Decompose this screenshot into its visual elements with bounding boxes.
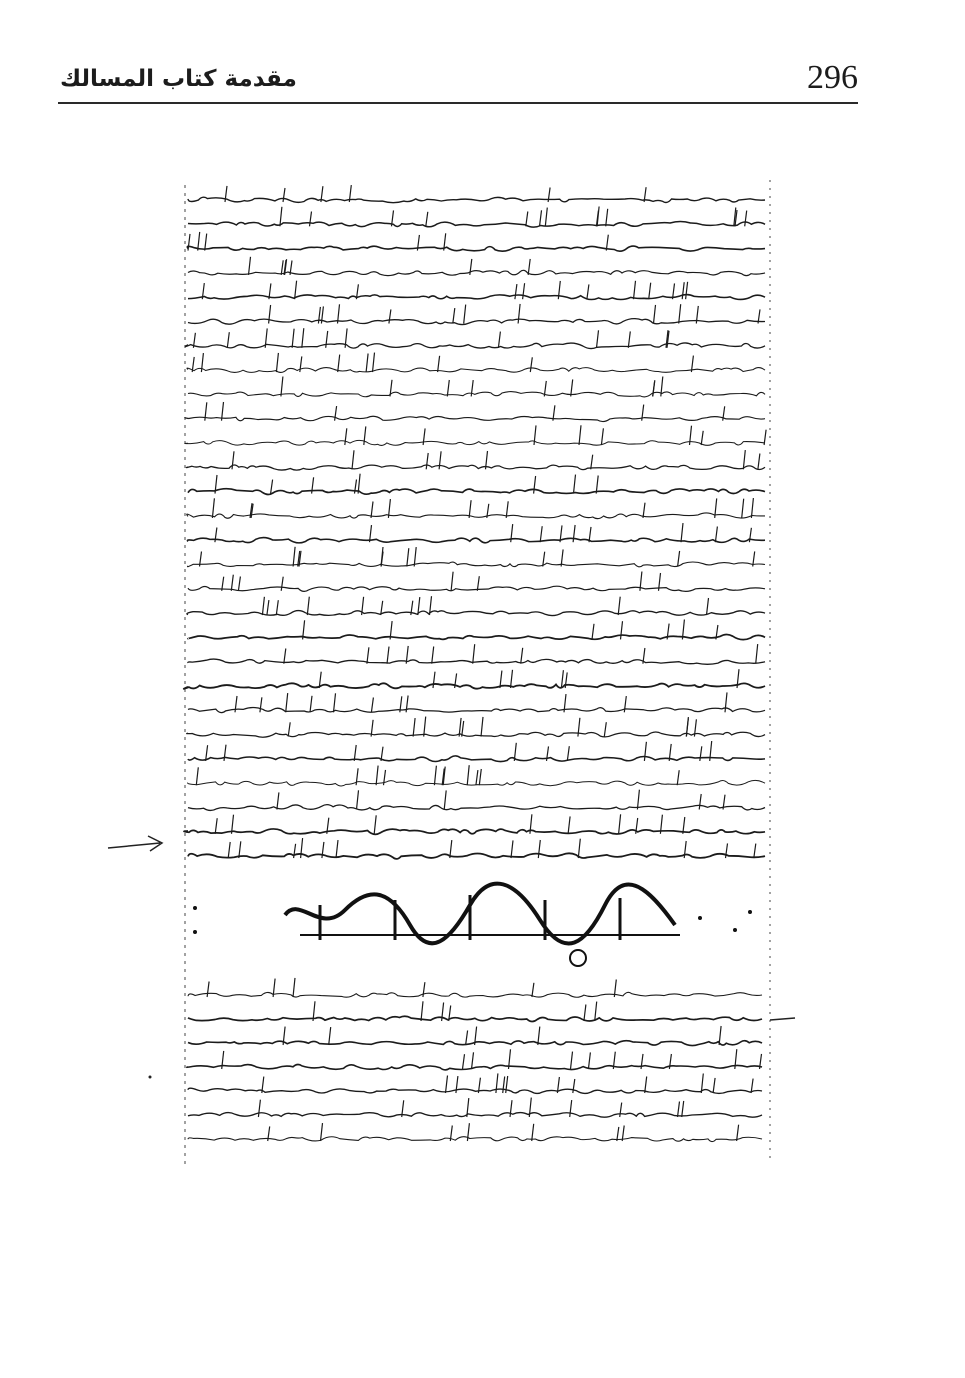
manuscript-stroke	[466, 1031, 468, 1046]
manuscript-stroke	[294, 844, 296, 858]
manuscript-stroke	[742, 499, 744, 518]
manuscript-stroke	[682, 1101, 684, 1117]
manuscript-stroke	[467, 765, 469, 785]
manuscript-stroke	[597, 330, 599, 348]
manuscript-stroke	[591, 455, 593, 470]
manuscript-stroke	[532, 983, 534, 997]
manuscript-stroke	[276, 353, 278, 372]
manuscript-stroke	[573, 1079, 575, 1093]
manuscript-heading-calligraphy	[193, 884, 752, 966]
manuscript-stroke	[574, 475, 576, 494]
manuscript-stroke	[649, 283, 651, 300]
manuscript-stroke	[352, 450, 354, 469]
manuscript-line	[185, 416, 765, 421]
manuscript-stroke	[371, 502, 373, 518]
manuscript-stroke	[584, 1005, 586, 1022]
manuscript-stroke	[373, 353, 375, 373]
manuscript-stroke	[456, 1076, 458, 1093]
manuscript-line	[188, 197, 765, 202]
manuscript-stroke	[276, 600, 278, 615]
manuscript-stroke	[764, 430, 766, 445]
manuscript-line	[187, 368, 765, 373]
manuscript-stroke	[540, 210, 542, 226]
manuscript-stroke	[188, 234, 190, 251]
manuscript-stroke	[207, 982, 209, 998]
manuscript-stroke	[561, 670, 563, 688]
manuscript-stroke	[677, 770, 679, 785]
manuscript-stroke	[267, 600, 269, 615]
manuscript-stroke	[481, 717, 483, 737]
manuscript-stroke	[587, 284, 589, 299]
manuscript-stroke	[469, 500, 471, 518]
manuscript-stroke	[713, 1078, 715, 1093]
manuscript-stroke	[463, 1054, 465, 1069]
manuscript-stroke	[679, 304, 681, 323]
manuscript-stroke	[356, 768, 358, 785]
manuscript-stroke	[528, 259, 530, 275]
manuscript-stroke	[682, 282, 684, 299]
manuscript-stroke	[318, 307, 320, 324]
manuscript-line	[187, 732, 765, 737]
manuscript-stroke	[567, 746, 569, 761]
manuscript-stroke	[756, 644, 758, 664]
manuscript-stroke	[619, 814, 621, 834]
manuscript-stroke	[438, 356, 440, 372]
manuscript-stroke	[511, 670, 513, 688]
manuscript-stroke	[235, 696, 237, 712]
manuscript-stroke	[521, 648, 523, 664]
margin-dot	[149, 1076, 152, 1079]
manuscript-line	[188, 756, 765, 762]
manuscript-stroke	[271, 480, 273, 494]
manuscript-stroke	[511, 840, 513, 858]
manuscript-stroke	[701, 431, 703, 445]
manuscript-stroke	[570, 1100, 572, 1117]
manuscript-stroke	[281, 377, 283, 397]
manuscript-stroke	[413, 718, 415, 737]
manuscript-stroke	[283, 188, 285, 202]
manuscript-line	[187, 246, 765, 251]
manuscript-stroke	[624, 696, 626, 712]
manuscript-stroke	[684, 841, 686, 858]
manuscript-stroke	[376, 766, 378, 786]
manuscript-stroke	[198, 232, 200, 251]
manuscript-stroke	[530, 357, 532, 372]
manuscript-stroke	[423, 982, 425, 997]
manuscript-stroke	[479, 769, 481, 785]
manuscript-stroke	[260, 697, 262, 712]
manuscript-stroke	[523, 283, 525, 299]
manuscript-stroke	[604, 722, 606, 736]
manuscript-stroke	[515, 284, 517, 299]
manuscript-stroke	[238, 577, 240, 591]
manuscript-stroke	[231, 575, 233, 591]
manuscript-stroke	[292, 329, 294, 348]
manuscript-stroke	[367, 647, 369, 663]
manuscript-stroke	[329, 1027, 331, 1045]
manuscript-stroke	[227, 332, 229, 348]
manuscript-stroke	[345, 428, 347, 445]
manuscript-line	[187, 513, 765, 519]
manuscript-lower-block	[187, 978, 762, 1142]
manuscript-stroke	[617, 1127, 619, 1141]
manuscript-stroke	[433, 672, 435, 688]
manuscript-stroke	[473, 644, 475, 664]
manuscript-stroke	[751, 498, 753, 518]
manuscript-stroke	[606, 209, 608, 227]
manuscript-stroke	[424, 717, 426, 737]
manuscript-line	[188, 853, 765, 859]
manuscript-stroke	[719, 1026, 721, 1045]
manuscript-line	[188, 1113, 762, 1118]
manuscript-stroke	[387, 647, 389, 664]
manuscript-stroke	[215, 818, 217, 834]
manuscript-line	[188, 635, 765, 640]
manuscript-stroke	[745, 211, 747, 227]
manuscript-line	[188, 392, 765, 397]
manuscript-stroke	[326, 331, 328, 348]
manuscript-line	[184, 829, 765, 834]
manuscript-stroke	[595, 1002, 597, 1021]
manuscript-stroke	[700, 746, 702, 761]
manuscript-stroke	[444, 790, 446, 809]
manuscript-stroke	[470, 259, 472, 275]
manuscript-line	[188, 1088, 762, 1093]
manuscript-stroke	[758, 454, 760, 470]
manuscript-line	[188, 270, 765, 275]
manuscript-stroke	[439, 451, 441, 469]
manuscript-stroke	[678, 551, 680, 567]
manuscript-stroke	[620, 1103, 622, 1117]
manuscript-stroke	[644, 742, 646, 761]
manuscript-stroke	[224, 745, 226, 761]
manuscript-line	[187, 538, 765, 543]
manuscript-stroke	[336, 840, 338, 858]
page-number: 296	[807, 59, 858, 96]
manuscript-stroke	[715, 527, 717, 543]
manuscript-stroke	[432, 647, 434, 664]
manuscript-stroke	[643, 503, 645, 518]
manuscript-stroke	[364, 426, 366, 445]
manuscript-stroke	[634, 281, 636, 299]
manuscript-stroke	[477, 576, 479, 591]
manuscript-stroke	[288, 722, 290, 736]
manuscript-line	[188, 659, 765, 664]
manuscript-stroke	[196, 767, 198, 785]
manuscript-stroke	[281, 577, 283, 591]
manuscript-stroke	[754, 844, 756, 859]
manuscript-stroke	[310, 696, 312, 713]
manuscript-stroke	[284, 649, 286, 664]
manuscript-stroke	[286, 693, 288, 712]
manuscript-stroke	[426, 453, 428, 469]
manuscript-stroke	[277, 792, 279, 809]
manuscript-stroke	[269, 305, 271, 324]
manuscript-stroke	[300, 356, 302, 372]
manuscript-stroke	[371, 698, 373, 713]
manuscript-line	[184, 683, 765, 689]
manuscript-stroke	[476, 770, 478, 785]
manuscript-stroke	[293, 547, 295, 567]
manuscript-stroke	[628, 331, 630, 347]
manuscript-line	[188, 1016, 762, 1021]
arrow-left-margin	[108, 836, 162, 851]
manuscript-stroke	[654, 305, 656, 324]
manuscript-stroke	[699, 794, 701, 810]
manuscript-stroke	[538, 840, 540, 858]
manuscript-line	[185, 343, 765, 349]
manuscript-stroke	[302, 328, 304, 348]
manuscript-line	[188, 586, 765, 591]
running-title: مقدمة كتاب المسالك	[60, 66, 297, 92]
manuscript-stroke	[496, 1073, 498, 1093]
manuscript-stroke	[451, 572, 453, 591]
manuscript-stroke	[645, 1077, 647, 1094]
manuscript-stroke	[258, 1100, 260, 1117]
manuscript-line	[185, 440, 765, 445]
manuscript-line	[187, 1064, 762, 1069]
manuscript-stroke	[592, 624, 594, 640]
manuscript-stroke	[571, 1052, 573, 1069]
manuscript-stroke	[618, 597, 620, 615]
manuscript-line	[188, 489, 765, 495]
manuscript-stroke	[249, 257, 251, 275]
manuscript-stroke	[573, 525, 575, 542]
manuscript-stroke	[293, 978, 295, 997]
manuscript-stroke	[737, 1125, 739, 1141]
manuscript-stroke	[423, 428, 425, 445]
manuscript-line	[188, 805, 765, 811]
manuscript-line	[188, 295, 765, 300]
manuscript-stroke	[579, 425, 581, 445]
manuscript-stroke	[601, 428, 603, 445]
manuscript-stroke	[446, 1076, 448, 1094]
manuscript-stroke	[545, 208, 547, 227]
manuscript-line	[187, 611, 765, 616]
manuscript-stroke	[503, 1077, 505, 1094]
manuscript-stroke	[540, 526, 542, 542]
manuscript-stroke	[686, 282, 688, 299]
manuscript-stroke	[228, 842, 230, 858]
manuscript-stroke	[262, 597, 264, 615]
manuscript-stroke	[571, 379, 573, 396]
manuscript-stroke	[407, 548, 409, 566]
manuscript-stroke	[334, 693, 336, 712]
manuscript-stroke	[307, 597, 309, 615]
manuscript-stroke	[281, 260, 283, 275]
manuscript-stroke	[637, 790, 639, 810]
manuscript-stroke	[578, 839, 580, 858]
manuscript-stroke	[526, 212, 528, 227]
manuscript-stroke	[447, 380, 449, 396]
manuscript-stroke	[681, 523, 683, 542]
manuscript-stroke	[534, 476, 536, 494]
manuscript-stroke	[205, 234, 207, 251]
manuscript-stroke	[421, 1001, 423, 1021]
manuscript-stroke	[374, 815, 376, 834]
manuscript-stroke	[434, 766, 436, 786]
manuscript-stroke	[621, 621, 623, 639]
manuscript-stroke	[725, 692, 727, 712]
manuscript-stroke	[453, 308, 455, 323]
manuscript-stroke	[310, 212, 312, 227]
manuscript-stroke	[366, 354, 368, 373]
manuscript-stroke	[464, 305, 466, 324]
manuscript-line	[188, 708, 765, 713]
manuscript-stroke	[498, 332, 500, 348]
manuscript-stroke	[389, 309, 391, 323]
manuscript-line	[188, 1137, 762, 1142]
manuscript-stroke	[212, 498, 214, 518]
manuscript-stroke	[462, 721, 464, 737]
manuscript-stroke	[338, 355, 340, 373]
manuscript-line	[188, 222, 765, 228]
manuscript-upper-block	[184, 185, 766, 859]
manuscript-stroke	[588, 1052, 590, 1069]
manuscript-stroke	[532, 1124, 534, 1141]
manuscript-stroke	[707, 598, 709, 615]
manuscript-stroke	[357, 790, 359, 809]
manuscript-stroke	[426, 212, 428, 227]
manuscript-stroke	[321, 1123, 323, 1141]
manuscript-line	[186, 465, 765, 470]
manuscript-stroke	[538, 1027, 540, 1045]
manuscript-stroke	[678, 1102, 680, 1118]
arrow-right-margin	[770, 1018, 795, 1020]
manuscript-stroke	[472, 1052, 474, 1069]
manuscript-stroke	[518, 304, 520, 324]
manuscript-stroke	[232, 451, 234, 469]
manuscript-stroke	[568, 816, 570, 833]
